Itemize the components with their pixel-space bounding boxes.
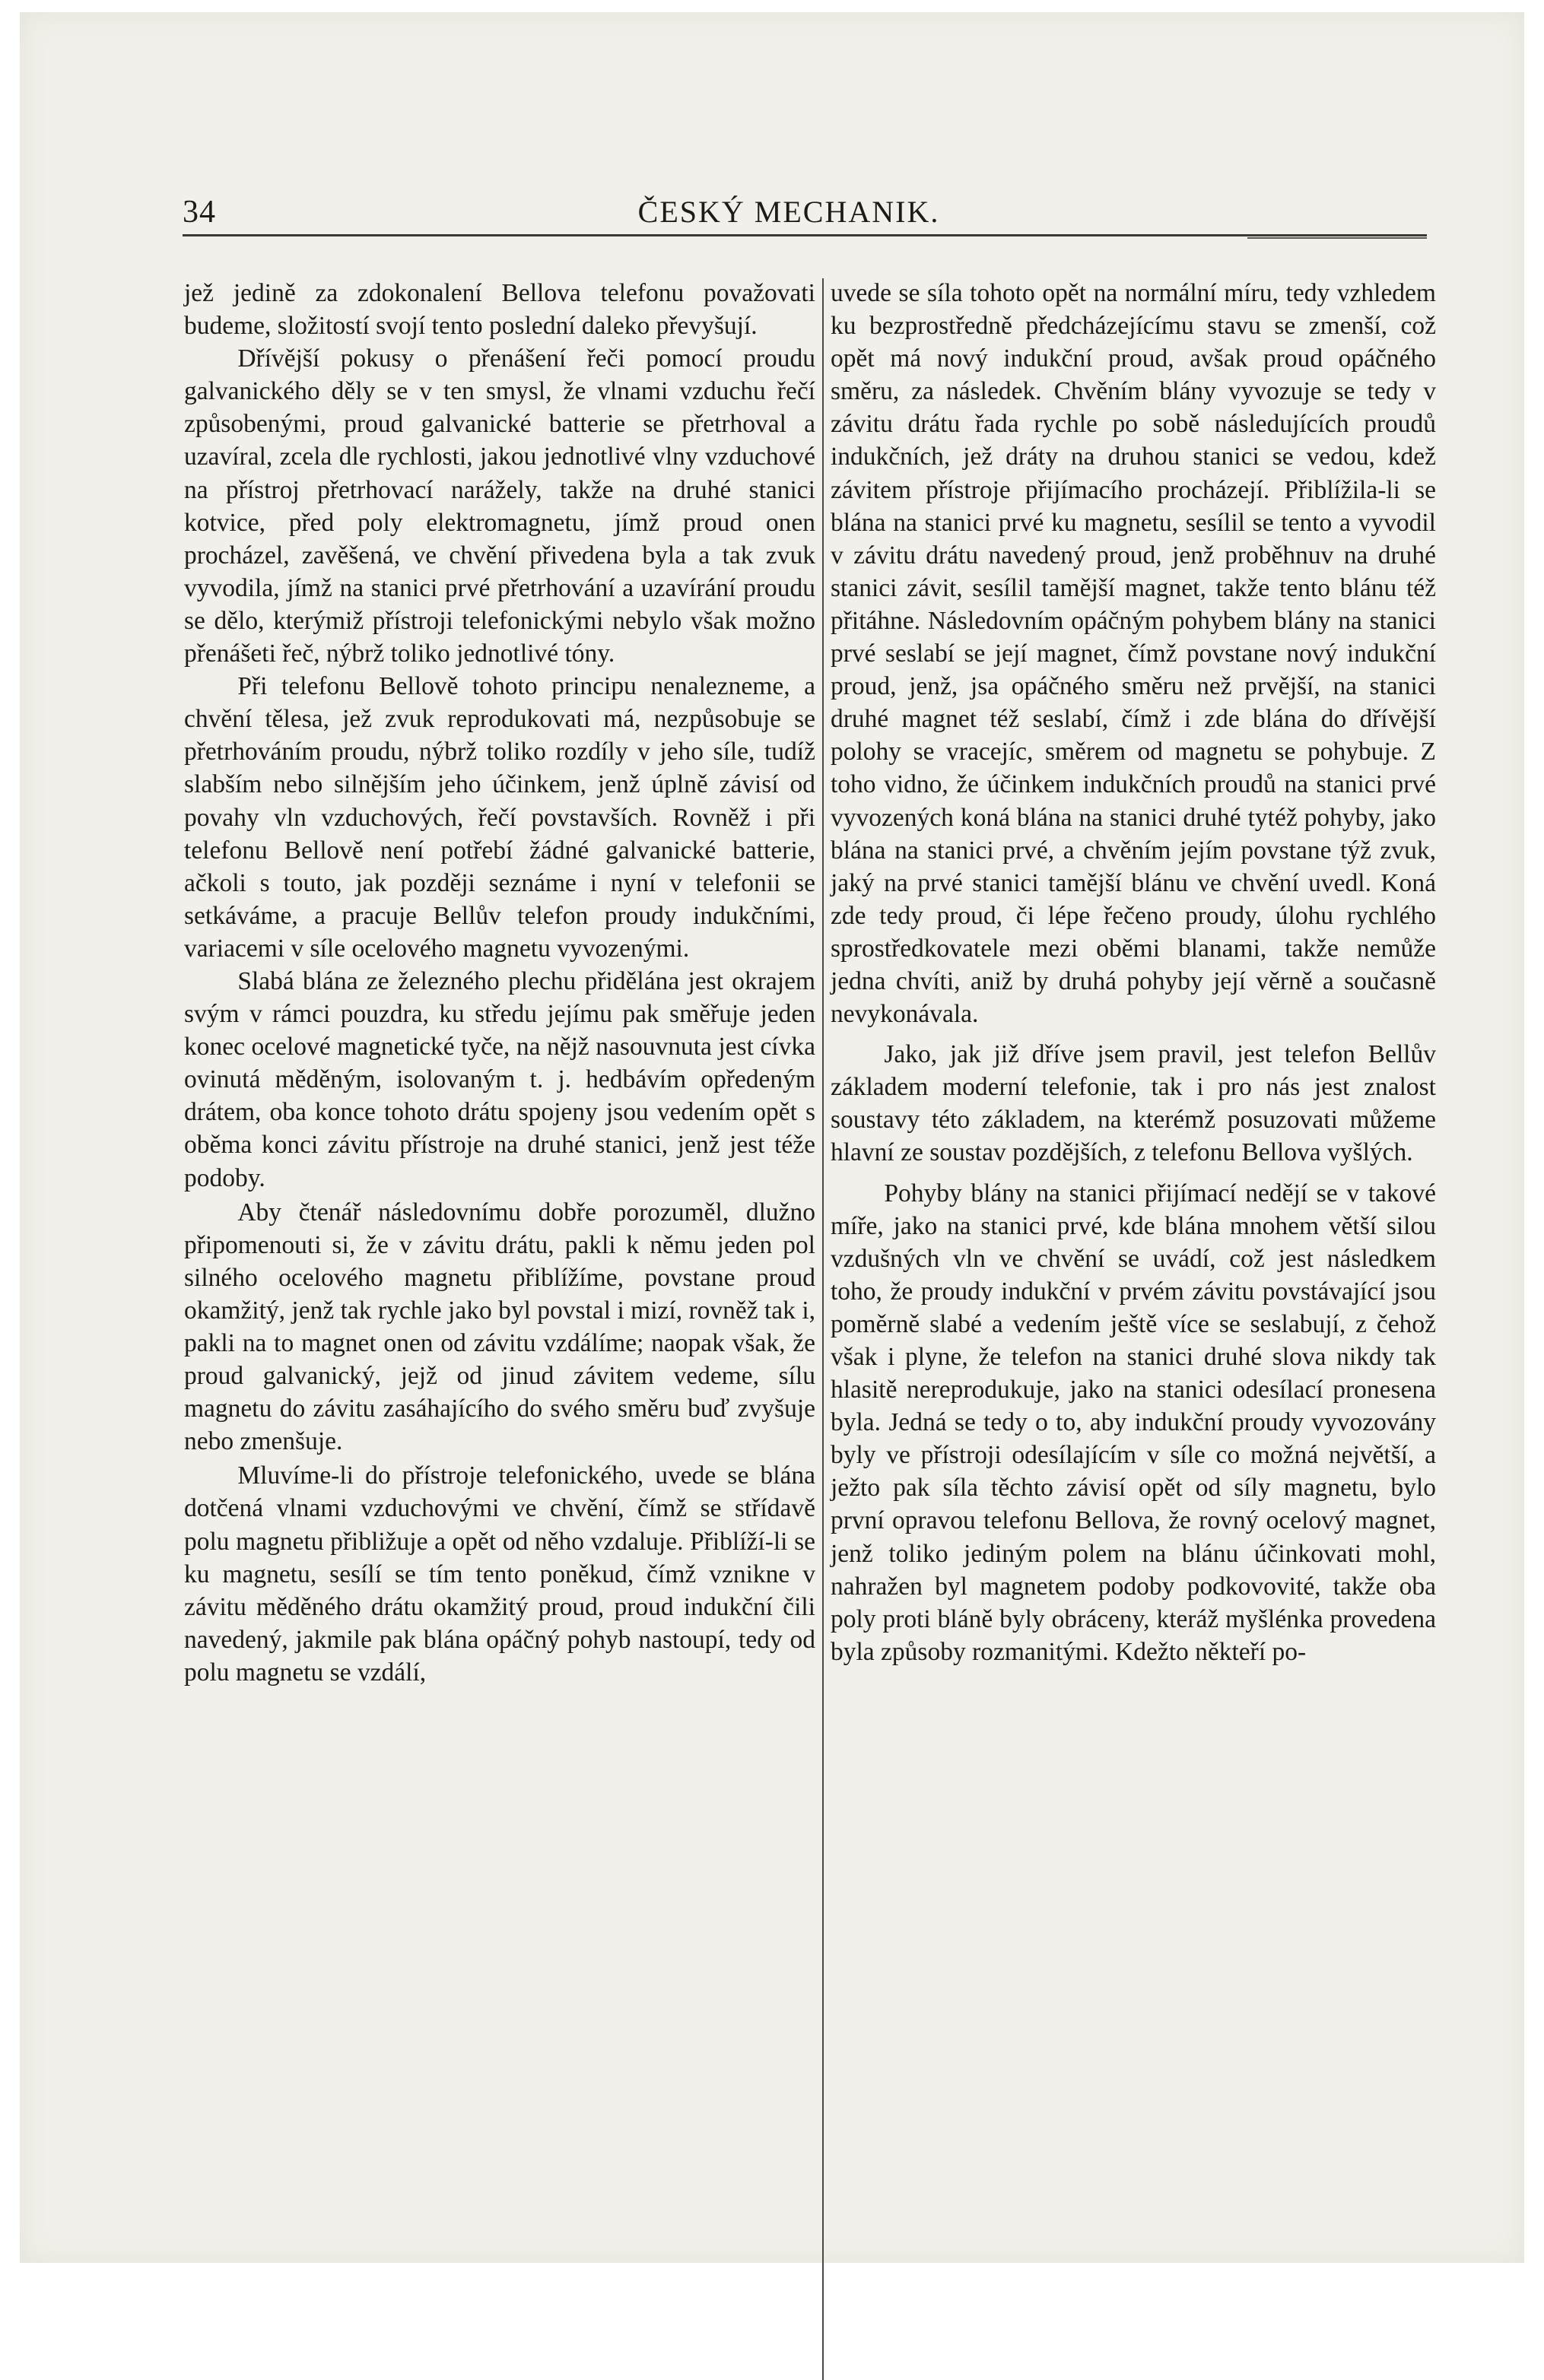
paragraph: Dřívější pokusy o přenášení řeči pomocí proudu galvanického děly se v ten smysl, že vlnami vzduchu řečí způsobenými, proud galvanické batterie se přetrhoval a uzavíral, zcela dle rychlosti, jakou jednotlivé vlny vzduchové na přístroj přetrhovací narážely, takže na druhé stanici kotvice, před poly elektromagnetu, jímž proud onen procházel, zavěšená, ve chvění přivedena byla a tak zvuk vyvodila, jímž na stanici prvé přetrhování a uzavírání proudu se dělo, kterýmiž přístroji telefonickými nebylo však možno přenášeti řeč, nýbrž toliko jednotlivé tóny. <box>184 344 815 668</box>
header-rule <box>183 234 1427 236</box>
paragraph: Jako, jak již dříve jsem pravil, jest telefon Bellův základem moderní telefonie, tak i pro nás jest znalost soustavy této základem, na kterémž posuzovati můžeme hlavní ze soustav pozdějších, z telefonu Bellova vyšlých. <box>831 1040 1436 1167</box>
left-column <box>184 277 815 1689</box>
running-title: ČESKÝ MECHANIK. <box>637 195 940 229</box>
page-header <box>161 194 1416 240</box>
page-number: 34 <box>183 195 216 230</box>
paragraph: Aby čtenář následovnímu dobře porozuměl, dlužno připomenouti si, že v závitu drátu, pakli k němu jeden pol silného ocelového magnetu přiblížíme, povstane proud okamžitý, jenž tak rychle jako byl povstal i mizí, rovněž tak i, pakli na to magnet onen od závitu vzdálíme; naopak však, že proud galvanický, jejž od jinud závitem vedeme, sílu magnetu do závitu zasáhajícího do svého směru buď zvyšuje nebo zmenšuje. <box>184 1198 815 1456</box>
column-divider <box>822 278 824 2380</box>
paragraph: jež jedině za zdokonalení Bellova telefonu považovati budeme, složitostí svojí tento poslední daleko převyšují. <box>184 279 815 341</box>
paragraph: Slabá blána ze železného plechu přidělána jest okrajem svým v rámci pouzdra, ku středu jejímu pak směřuje jeden konec ocelové magnetické tyče, na nějž nasouvnuta jest cívka ovinutá měděným, isolovaným t. j. hedbávím opředeným drátem, oba konce tohoto drátu spojeny jsou vedením opět s oběma konci závitu přístroje na druhé stanici, jenž jest téže podoby. <box>184 966 815 1192</box>
paragraph: Pohyby blány na stanici přijímací nedějí se v takové míře, jako na stanici prvé, kde blána mnohem větší silou vzdušných vln ve chvění se uvádí, což jest následkem toho, že proudy indukční v prvém závitu povstávající jsou poměrně slabé a vedením ještě více se seslabují, z čehož však i plyne, že telefon na stanici druhé slova nikdy tak hlasitě nereprodukuje, jako na stanici odesílací pronesena byla. Jedná se tedy o to, aby indukční proudy vyvozovány byly ve přístroji odesílajícím v síle co možná největší, a ježto pak síla těchto závisí opět od síly magnetu, bylo první opravou telefonu Bellova, že rovný ocelový magnet, jenž toliko jediným polem na blánu účinkovati mohl, nahražen byl magnetem podoby podkovovité, takže oba poly proti bláně byly obráceny, kteráž myšlénka provedena byla způsoby rozmanitými. Kdežto někteří po- <box>831 1179 1436 1666</box>
header-rule-secondary <box>1247 237 1427 239</box>
paragraph: Mluvíme-li do přístroje telefonického, uvede se blána dotčená vlnami vzduchovými ve chvění, čímž se střídavě polu magnetu přibližuje a opět od něho vzdaluje. Přiblíží-li se ku magnetu, sesílí se tím tento poněkud, čímž vznikne v závitu měděného drátu okamžitý proud, proud indukční čili navedený, jakmile pak blána opáčný pohyb nastoupí, tedy od polu magnetu se vzdálí, <box>184 1461 815 1687</box>
paragraph: uvede se síla tohoto opět na normální míru, tedy vzhledem ku bezprostředně předcházejícímu stavu se zmenší, což opět má nový indukční proud, avšak proud opáčného směru, za následek. Chvěním blány vyvozuje se tedy v závitu drátu řada rychle po sobě následujících proudů indukčních, jež dráty na druhou stanici se vedou, kdež závitem přístroje přijímacího procházejí. Přiblížila-li se blána na stanici prvé ku magnetu, sesílil se tento a vyvodil v závitu drátu navedený proud, jenž proběhnuv na druhé stanici závit, sesílil tamější magnet, takže tento blánu též přitáhne. Následovním opáčným pohybem blány na stanici prvé seslabí se její magnet, čímž povstane nový indukční proud, jenž, jsa opáčného směru než prvější, na stanici druhé magnet též seslabí, čímž i zde blána do dřívější polohy se vracejíc, směrem od magnetu se pohybuje. Z toho vidno, že účinkem indukčních proudů na stanici prvé vyvozených koná blána na stanici druhé tytéž pohyby, jako blána na stanici prvé, a chvěním jejím povstane týž zvuk, jaký na prvé stanici tamější blánu ve chvění uvedl. Koná zde tedy proud, či lépe řečeno proudy, úlohu rychlého sprostředkovatele mezi oběmi blanami, takže nemůže jedna chvíti, aniž by druhá pohyby její věrně a současně nevykonávala. <box>831 279 1436 1029</box>
right-column <box>831 277 1436 1668</box>
paragraph: Při telefonu Bellově tohoto principu nenalezneme, a chvění tělesa, jež zvuk reprodukovati má, nezpůsobuje se přetrhováním proudu, nýbrž toliko rozdíly v jeho síle, tudíž slabším nebo silnějším jeho účinkem, jenž úplně závisí od povahy vln vzduchových, řečí povstavších. Rovněž i při telefonu Bellově není potřebí žádné galvanické batterie, ačkoli s touto, jak později seznáme i nyní v telefonii se setkáváme, a pracuje Bellův telefon proudy indukčními, variacemi v síle ocelového magnetu vyvozenými. <box>184 672 815 963</box>
